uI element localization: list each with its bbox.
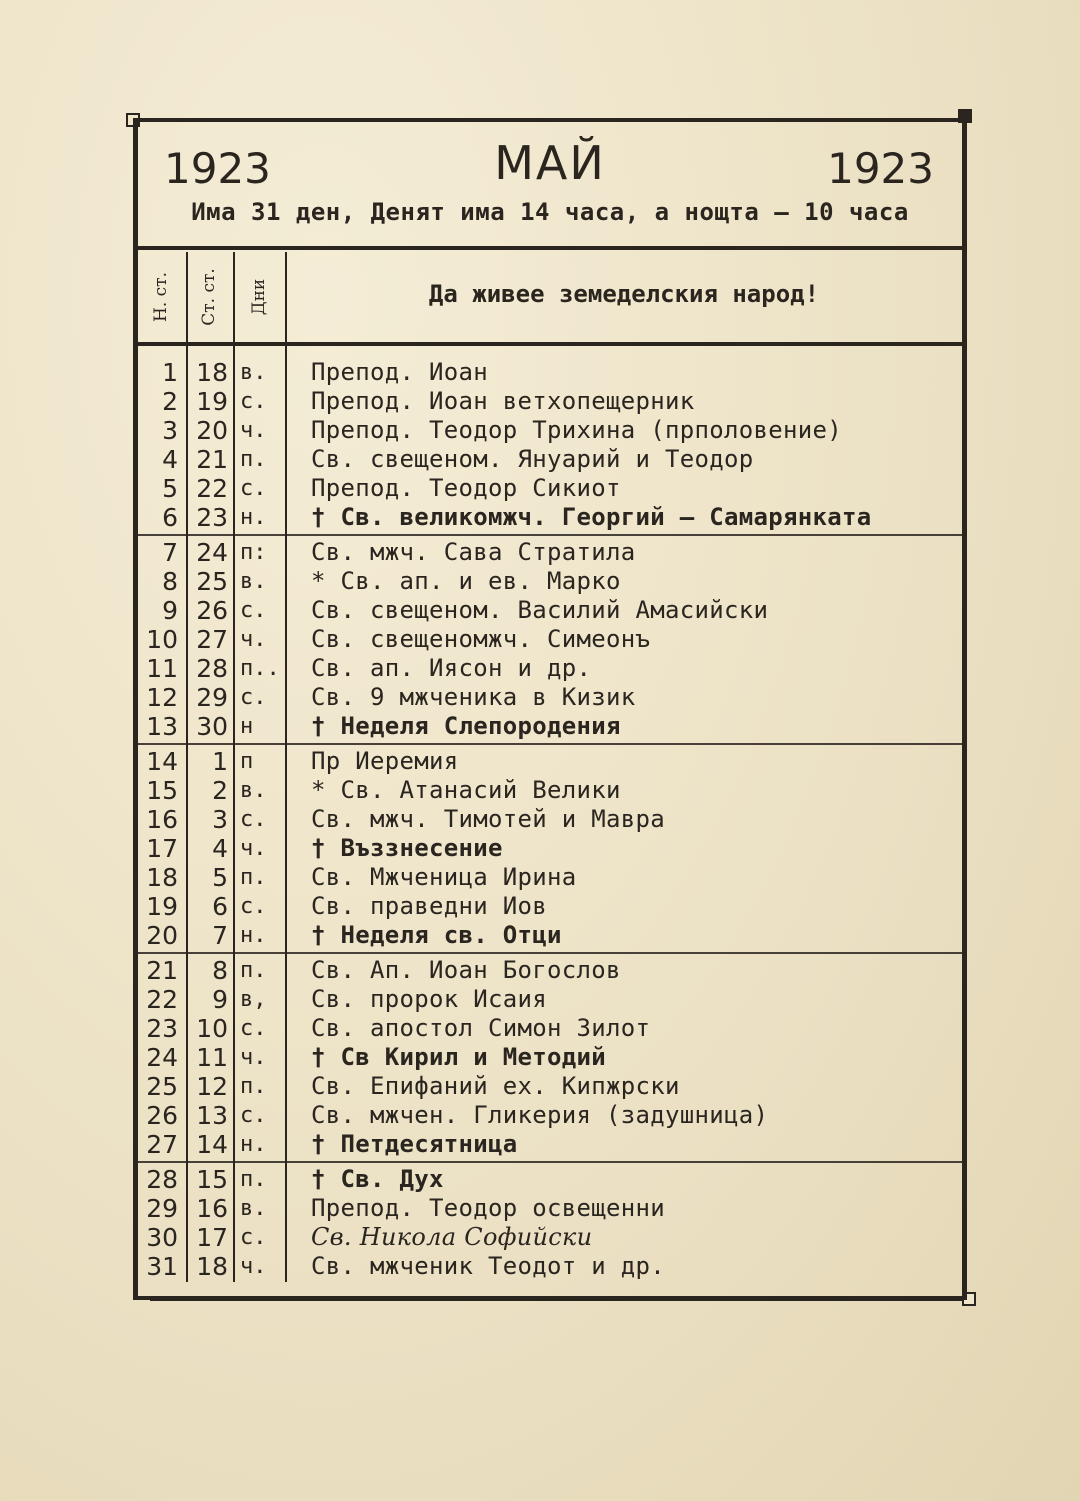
saint-name: Препод. Теодор освещенни xyxy=(311,1194,665,1222)
weekday-abbr: с. xyxy=(240,894,267,919)
new-style-date: 30 xyxy=(146,1223,178,1252)
weekday-abbr: в. xyxy=(240,569,267,594)
old-style-date: 12 xyxy=(196,1072,228,1101)
old-style-date: 18 xyxy=(196,1252,228,1281)
weekday-abbr: п. xyxy=(240,1167,267,1192)
day-row xyxy=(138,1194,962,1223)
day-row xyxy=(138,776,962,805)
saint-name: † Св Кирил и Методий xyxy=(311,1043,606,1071)
day-row xyxy=(138,1252,962,1281)
weekday-abbr: в. xyxy=(240,360,267,385)
day-row xyxy=(138,683,962,712)
day-row xyxy=(138,387,962,416)
day-row xyxy=(138,654,962,683)
weekday-abbr: н. xyxy=(240,505,267,530)
old-style-date: 13 xyxy=(196,1101,228,1130)
new-style-date: 5 xyxy=(162,474,178,503)
day-row xyxy=(138,474,962,503)
old-style-column-header: Ст. ст. xyxy=(199,268,219,326)
saint-name: * Св. Атанасий Велики xyxy=(311,776,621,804)
week-divider xyxy=(138,534,962,536)
old-style-date: 20 xyxy=(196,416,228,445)
old-style-date: 14 xyxy=(196,1130,228,1159)
old-style-date: 17 xyxy=(196,1223,228,1252)
new-style-date: 26 xyxy=(146,1101,178,1130)
new-style-date: 17 xyxy=(146,834,178,863)
day-row xyxy=(138,596,962,625)
new-style-date: 31 xyxy=(146,1252,178,1281)
saint-name: † Петдесятница xyxy=(311,1130,518,1158)
saint-name: Св. мжчен. Гликерия (задушница) xyxy=(311,1101,769,1129)
new-style-date: 1 xyxy=(162,358,178,387)
day-row xyxy=(138,834,962,863)
old-style-date: 11 xyxy=(196,1043,228,1072)
weekday-abbr: ч. xyxy=(240,418,267,443)
old-style-date: 22 xyxy=(196,474,228,503)
old-style-date: 4 xyxy=(212,834,228,863)
saint-name: † Въззнесение xyxy=(311,834,503,862)
old-style-date: 29 xyxy=(196,683,228,712)
weekday-abbr: п. xyxy=(240,958,267,983)
day-row xyxy=(138,1043,962,1072)
old-style-date: 16 xyxy=(196,1194,228,1223)
old-style-date: 2 xyxy=(212,776,228,805)
weekday-abbr: с. xyxy=(240,476,267,501)
day-length-subtitle: Има 31 ден, Денят има 14 часа, а нощта — 10 часа xyxy=(191,198,909,226)
saint-name: Св. Ап. Иоан Богослов xyxy=(311,956,621,984)
weekday-abbr: ч. xyxy=(240,836,267,861)
saint-name: * Св. ап. и ев. Марко xyxy=(311,567,621,595)
day-row xyxy=(138,503,962,532)
new-style-date: 12 xyxy=(146,683,178,712)
old-style-date: 15 xyxy=(196,1165,228,1194)
old-style-date: 24 xyxy=(196,538,228,567)
new-style-date: 8 xyxy=(162,567,178,596)
saint-name: Св. свещеномжч. Симеонъ xyxy=(311,625,651,653)
new-style-date: 20 xyxy=(146,921,178,950)
new-style-date: 22 xyxy=(146,985,178,1014)
day-row xyxy=(138,1014,962,1043)
old-style-date: 30 xyxy=(196,712,228,741)
old-style-date: 21 xyxy=(196,445,228,474)
saint-name: † Св. великомжч. Георгий — Самарянката xyxy=(311,503,872,531)
column-header-row xyxy=(138,252,962,342)
saint-name: Св. свещеном. Януарий и Теодор xyxy=(311,445,754,473)
days-column-header: Дни xyxy=(248,278,269,316)
day-list xyxy=(138,358,962,1281)
week-divider xyxy=(138,1161,962,1163)
old-style-date: 28 xyxy=(196,654,228,683)
old-style-date: 19 xyxy=(196,387,228,416)
old-style-date: 25 xyxy=(196,567,228,596)
weekday-abbr: п xyxy=(240,749,254,774)
week-divider xyxy=(138,952,962,954)
new-style-date: 9 xyxy=(162,596,178,625)
new-style-date: 27 xyxy=(146,1130,178,1159)
weekday-abbr: п.. xyxy=(240,656,280,681)
day-row xyxy=(138,1223,962,1252)
weekday-abbr: с. xyxy=(240,685,267,710)
old-style-date: 18 xyxy=(196,358,228,387)
day-row xyxy=(138,712,962,741)
new-style-date: 23 xyxy=(146,1014,178,1043)
weekday-abbr: ч. xyxy=(240,1045,267,1070)
saint-name: † Неделя Слепородения xyxy=(311,712,621,740)
saint-name: Св. ап. Иясон и др. xyxy=(311,654,592,682)
old-style-date: 1 xyxy=(212,747,228,776)
new-style-date: 15 xyxy=(146,776,178,805)
new-style-date: 29 xyxy=(146,1194,178,1223)
weekday-abbr: п. xyxy=(240,447,267,472)
week-divider xyxy=(138,743,962,745)
day-row xyxy=(138,892,962,921)
old-style-date: 26 xyxy=(196,596,228,625)
saint-name: Св. Мжченица Ирина xyxy=(311,863,577,891)
new-style-date: 3 xyxy=(162,416,178,445)
saint-name: Св. 9 мжченика в Кизик xyxy=(311,683,636,711)
saint-name: Св. мжч. Сава Стратила xyxy=(311,538,636,566)
new-style-date: 25 xyxy=(146,1072,178,1101)
saint-name: Св. свещеном. Василий Амасийски xyxy=(311,596,769,624)
weekday-abbr: в, xyxy=(240,987,267,1012)
day-row xyxy=(138,625,962,654)
weekday-abbr: ч. xyxy=(240,627,267,652)
weekday-abbr: с. xyxy=(240,389,267,414)
new-style-date: 6 xyxy=(162,503,178,532)
weekday-abbr: в. xyxy=(240,1196,267,1221)
new-style-date: 4 xyxy=(162,445,178,474)
weekday-abbr: п. xyxy=(240,1074,267,1099)
saint-name: Св. Епифаний ех. Кипжрски xyxy=(311,1072,680,1100)
day-row xyxy=(138,358,962,387)
new-style-date: 18 xyxy=(146,863,178,892)
footer-divider xyxy=(150,1298,962,1301)
day-row xyxy=(138,1101,962,1130)
saint-name: Препод. Теодор Сикиот xyxy=(311,474,621,502)
weekday-abbr: с. xyxy=(240,1225,267,1250)
new-style-date: 28 xyxy=(146,1165,178,1194)
weekday-abbr: п. xyxy=(240,865,267,890)
year-right: 1923 xyxy=(827,144,934,193)
day-row xyxy=(138,445,962,474)
day-row xyxy=(138,1072,962,1101)
old-style-date: 3 xyxy=(212,805,228,834)
saint-name: Препод. Иоан ветхопещерник xyxy=(311,387,695,415)
day-row xyxy=(138,538,962,567)
slogan: Да живее земеделския народ! xyxy=(428,280,820,308)
old-style-date: 23 xyxy=(196,503,228,532)
weekday-abbr: н xyxy=(240,714,254,739)
old-style-date: 5 xyxy=(212,863,228,892)
new-style-date: 7 xyxy=(162,538,178,567)
old-style-date: 9 xyxy=(212,985,228,1014)
saint-name: Св. мжченик Теодот и др. xyxy=(311,1252,665,1280)
weekday-abbr: н. xyxy=(240,1132,267,1157)
new-style-date: 24 xyxy=(146,1043,178,1072)
day-row xyxy=(138,921,962,950)
day-row xyxy=(138,1165,962,1194)
day-row xyxy=(138,985,962,1014)
new-style-column-header: Н. ст. xyxy=(151,272,171,322)
day-row xyxy=(138,805,962,834)
month-title: МАЙ xyxy=(494,136,606,190)
weekday-abbr: н. xyxy=(240,923,267,948)
new-style-date: 2 xyxy=(162,387,178,416)
saint-name: Препод. Иоан xyxy=(311,358,488,386)
day-row xyxy=(138,1130,962,1159)
saint-name: Св. Никола Софийски xyxy=(311,1223,593,1251)
saint-name: Св. мжч. Тимотей и Мавра xyxy=(311,805,665,833)
saint-name: Св. пророк Исаия xyxy=(311,985,547,1013)
weekday-abbr: с. xyxy=(240,1016,267,1041)
new-style-date: 11 xyxy=(146,654,178,683)
column-header-divider xyxy=(138,342,962,346)
weekday-abbr: с. xyxy=(240,598,267,623)
day-row xyxy=(138,747,962,776)
old-style-date: 7 xyxy=(212,921,228,950)
weekday-abbr: п: xyxy=(240,540,267,565)
old-style-date: 27 xyxy=(196,625,228,654)
new-style-date: 21 xyxy=(146,956,178,985)
weekday-abbr: с. xyxy=(240,807,267,832)
weekday-abbr: в. xyxy=(240,778,267,803)
saint-name: Св. праведни Иов xyxy=(311,892,547,920)
calendar-header xyxy=(138,122,962,246)
saint-name: † Неделя св. Отци xyxy=(311,921,562,949)
saint-name: Св. апостол Симон Зилот xyxy=(311,1014,651,1042)
new-style-date: 14 xyxy=(146,747,178,776)
old-style-date: 8 xyxy=(212,956,228,985)
old-style-date: 6 xyxy=(212,892,228,921)
new-style-date: 19 xyxy=(146,892,178,921)
new-style-date: 13 xyxy=(146,712,178,741)
day-row xyxy=(138,416,962,445)
new-style-date: 10 xyxy=(146,625,178,654)
weekday-abbr: ч. xyxy=(240,1254,267,1279)
year-left: 1923 xyxy=(164,144,271,193)
day-row xyxy=(138,956,962,985)
header-divider xyxy=(138,246,962,250)
day-row xyxy=(138,863,962,892)
saint-name: Пр Иеремия xyxy=(311,747,459,775)
old-style-date: 10 xyxy=(196,1014,228,1043)
new-style-date: 16 xyxy=(146,805,178,834)
day-row xyxy=(138,567,962,596)
saint-name: † Св. Дух xyxy=(311,1165,444,1193)
weekday-abbr: с. xyxy=(240,1103,267,1128)
saint-name: Препод. Теодор Трихина (прполовение) xyxy=(311,416,842,444)
